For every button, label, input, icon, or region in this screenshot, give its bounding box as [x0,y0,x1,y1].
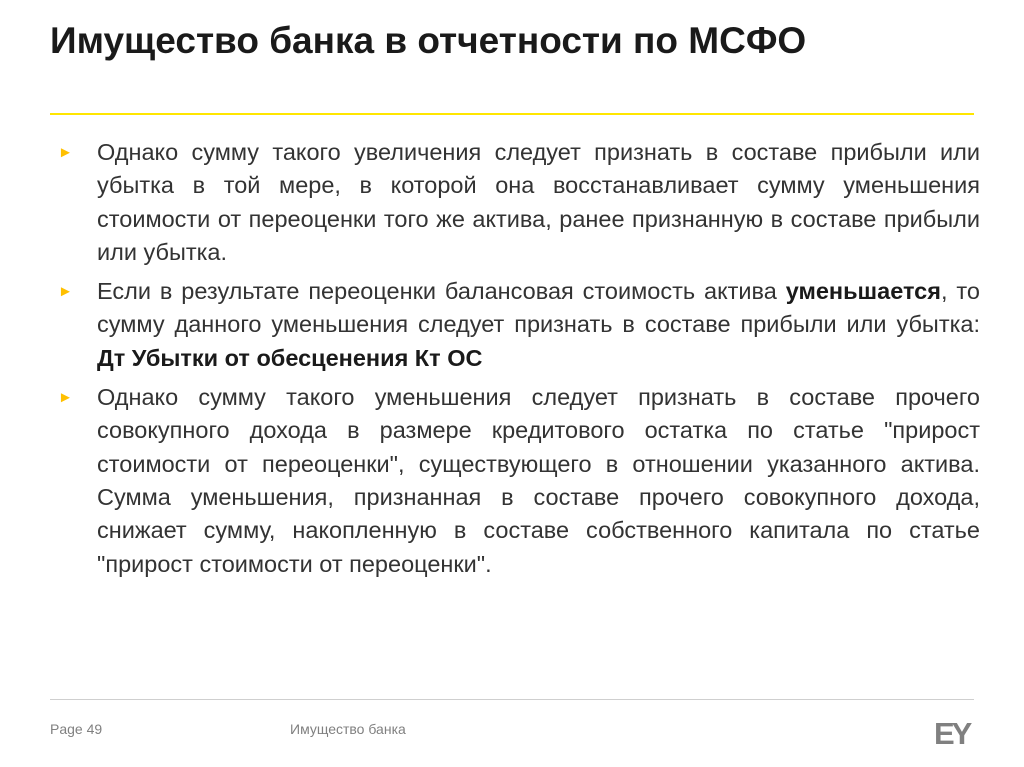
bullet-text-span: Если в результате переоценки балансовая стоимость актива [97,278,786,305]
bullet-text-span: Однако сумму такого увеличения следует признать в составе прибыли или убытка в той мере, в которой она восстанавливает сумму уменьшения стоимости от переоценки того же актива, ранее признанную в составе прибыли или убытка. [97,139,980,265]
page-number: Page 49 [50,721,103,737]
bullet-text [97,278,980,371]
bullet-item [58,381,980,581]
bullet-text-span: Однако сумму такого уменьшения следует признать в составе прочего совокупного дохода в размере кредитового остатка по статье "прирост стоимости от переоценки", существующего в отношении указанного актива. Сумма уменьшения, признанная в составе прочего совокупного дохода, снижает сумму, накопленную в составе собственного капитала по статье "прирост стоимости от переоценки". [97,384,980,577]
footer-divider [50,699,974,700]
bullet-text-span: , то сумму данного уменьшения следует признать в составе прибыли или убытка: [97,278,980,338]
bullet-arrow-icon: ► [58,283,73,301]
bullet-text [97,384,980,576]
bullet-arrow-icon: ► [58,389,73,407]
title-divider [50,113,974,115]
bullet-text-emphasis: уменьшается [785,278,941,305]
bullet-list [58,136,980,587]
slide-title: Имущество банка в отчетности по МСФО [50,20,807,61]
ey-logo: EY [934,716,970,751]
bullet-text [97,139,980,265]
accounting-entry: Дт Убытки от обесценения Кт ОС [97,344,483,371]
bullet-item [58,136,980,269]
bullet-arrow-icon: ► [58,144,73,161]
bullet-item [58,275,980,375]
footer-section-title: Имущество банка [290,721,406,737]
